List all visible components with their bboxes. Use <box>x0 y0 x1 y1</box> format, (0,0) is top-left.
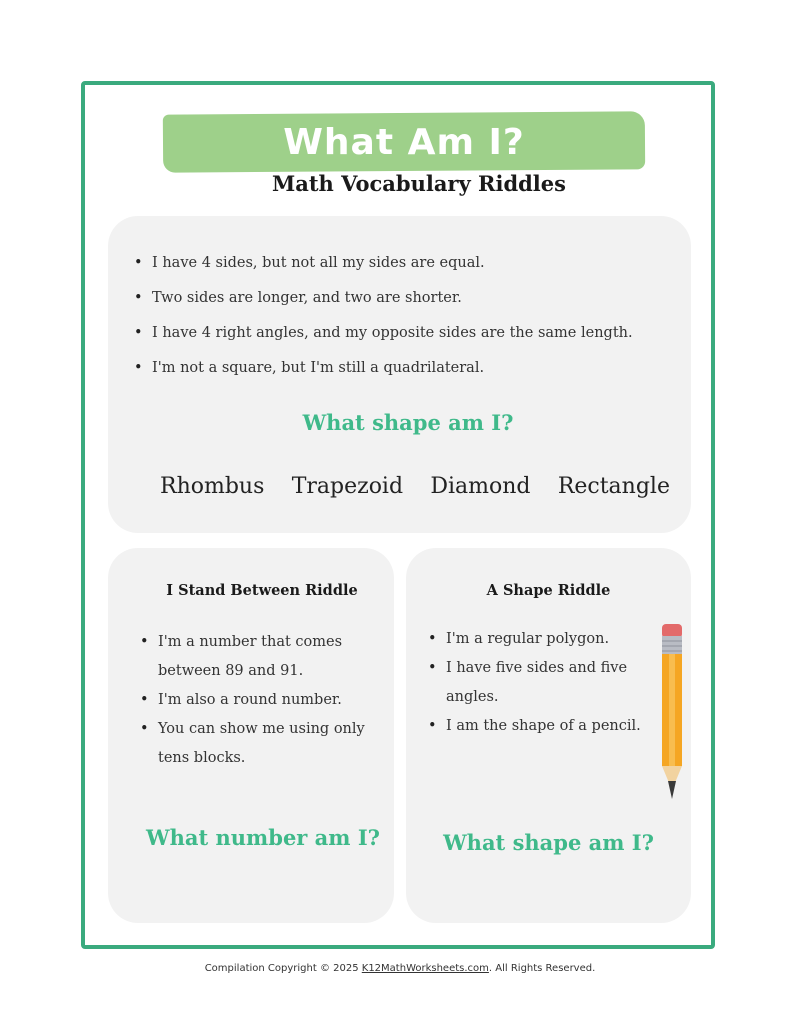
clue-item: • I am the shape of a pencil. <box>424 712 656 741</box>
clue-item: • Two sides are longer, and two are shorter. <box>130 287 680 322</box>
shape-riddle-clues <box>424 625 656 741</box>
clue-item: • I have five sides and five angles. <box>424 654 656 712</box>
clue-item: • I'm not a square, but I'm still a quadrilateral. <box>130 357 680 392</box>
copyright-footer <box>0 963 800 974</box>
option-trapezoid: Trapezoid <box>291 474 404 499</box>
main-riddle-clues <box>130 252 680 392</box>
shape-riddle-heading: A Shape Riddle <box>486 582 611 599</box>
number-riddle-question: What number am I? <box>146 825 380 850</box>
option-diamond: Diamond <box>430 474 531 499</box>
pencil-icon <box>660 624 684 800</box>
page-title: What Am I? <box>283 121 525 163</box>
footer-prefix: Compilation Copyright © 2025 <box>204 963 362 974</box>
page-subtitle: Math Vocabulary Riddles <box>272 171 566 196</box>
clue-item: • You can show me using only tens blocks. <box>136 715 381 773</box>
main-riddle-question: What shape am I? <box>302 410 514 435</box>
number-riddle-clues <box>136 628 381 773</box>
footer-suffix: . All Rights Reserved. <box>488 963 596 974</box>
answer-options <box>160 474 670 499</box>
number-riddle-heading: I Stand Between Riddle <box>166 582 358 599</box>
clue-item: • I'm also a round number. <box>136 686 381 715</box>
option-rhombus: Rhombus <box>160 474 265 499</box>
clue-item: • I'm a regular polygon. <box>424 625 656 654</box>
footer-link[interactable]: K12MathWorksheets.com <box>361 963 489 974</box>
clue-item: • I have 4 sides, but not all my sides are equal. <box>130 252 680 287</box>
clue-item: • I'm a number that comes between 89 and 91. <box>136 628 381 686</box>
shape-riddle-question: What shape am I? <box>443 830 654 855</box>
clue-item: • I have 4 right angles, and my opposite sides are the same length. <box>130 322 680 357</box>
option-rectangle: Rectangle <box>557 474 670 499</box>
